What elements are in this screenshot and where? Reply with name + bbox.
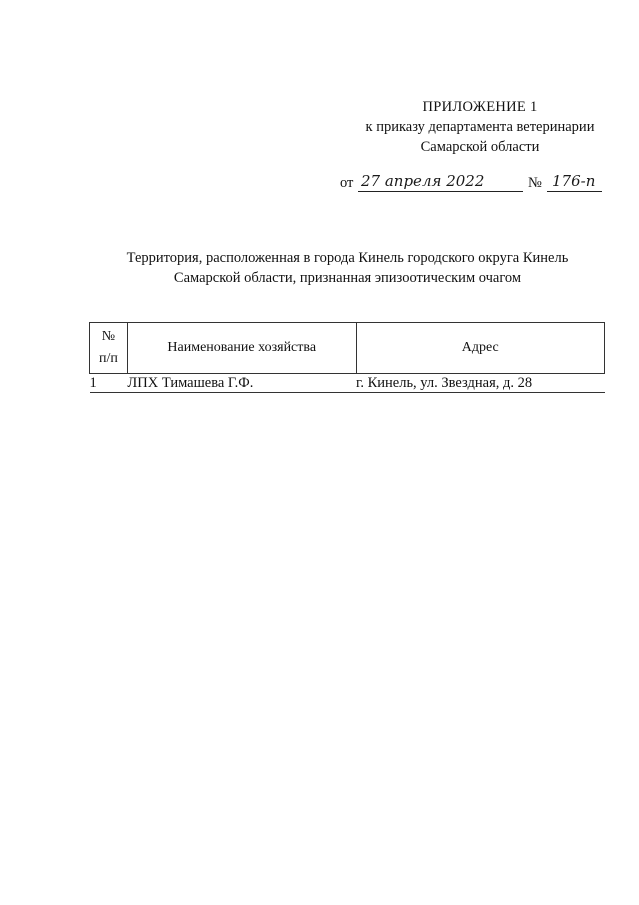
table-row (90, 374, 605, 393)
order-number-handwritten: 176-п (552, 172, 596, 190)
row-number-cell: 1 (90, 374, 128, 393)
column-header-number-sign: № (101, 329, 116, 344)
document-heading (90, 248, 605, 288)
order-date-number-line (340, 172, 602, 194)
order-date-underline (358, 191, 523, 192)
column-header-address: Адрес (356, 323, 604, 374)
document-heading-line2: Самарской области, признанная эпизоотическим очагом (173, 270, 522, 286)
appendix-title: ПРИЛОЖЕНИЕ 1 (422, 99, 538, 115)
holdings-table (89, 322, 605, 393)
farm-name-cell: ЛПХ Тимашева Г.Ф. (127, 374, 356, 393)
order-number-label: № (528, 175, 542, 191)
appendix-order-reference: к приказу департамента ветеринарии (365, 119, 595, 135)
table-header-row (90, 323, 605, 374)
column-header-name: Наименование хозяйства (127, 323, 356, 374)
order-date-handwritten: 27 апреля 2022 (361, 172, 485, 190)
column-header-number-abbrev: п/п (99, 351, 118, 366)
document-heading-line1: Территория, расположенная в города Кинель городского округа Кинель (126, 250, 569, 266)
appendix-header (330, 97, 630, 157)
column-header-number (90, 323, 128, 374)
address-cell: г. Кинель, ул. Звездная, д. 28 (356, 374, 604, 393)
order-number-underline (547, 191, 602, 192)
appendix-region: Самарской области (420, 139, 540, 155)
order-from-label: от (340, 175, 354, 191)
